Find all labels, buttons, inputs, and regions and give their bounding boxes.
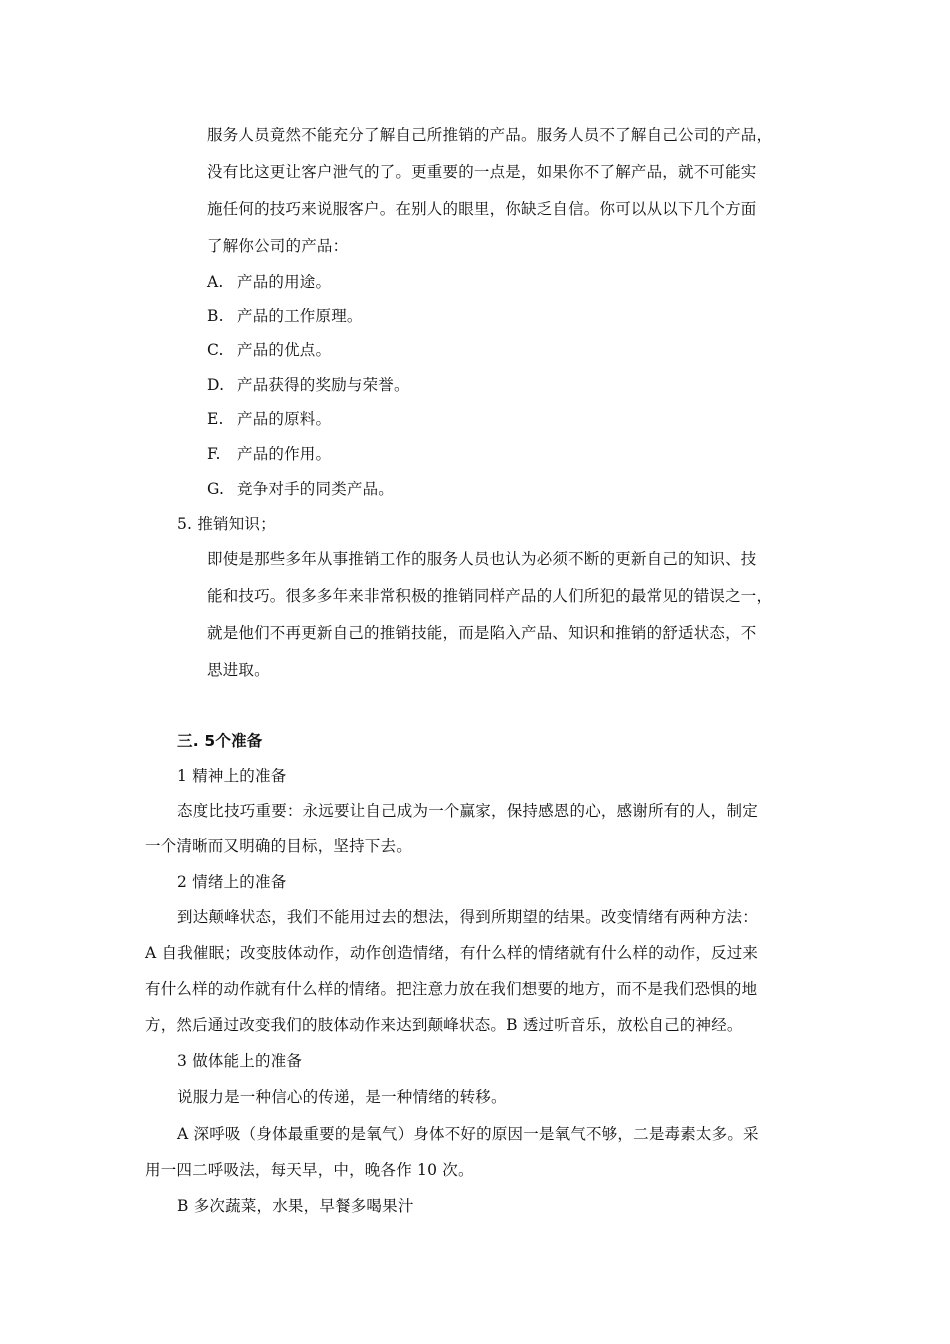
paragraph-line: 没有比这更让客户泄气的了。更重要的一点是，如果你不了解产品，就不可能实	[207, 163, 757, 181]
list-item	[207, 375, 410, 395]
list-item-text: 产品的优点。	[237, 341, 332, 359]
list-item-text: 产品的作用。	[237, 445, 332, 463]
list-item-label: A.	[207, 273, 224, 291]
paragraph-line: 一个清晰而又明确的目标，坚持下去。	[145, 837, 412, 855]
section-title: 三. 5个准备	[177, 732, 263, 750]
list-item	[207, 479, 394, 499]
paragraph-line: 即使是那些多年从事推销工作的服务人员也认为必须不断的更新自己的知识、技	[207, 550, 757, 568]
subsection-heading: 3 做体能上的准备	[177, 1052, 303, 1070]
subsection-heading: 1 精神上的准备	[177, 767, 287, 785]
list-item-label: D.	[207, 376, 225, 394]
paragraph-line: 态度比技巧重要：永远要让自己成为一个赢家，保持感恩的心，感谢所有的人，制定	[177, 802, 758, 820]
subsection-heading: 2 情绪上的准备	[177, 873, 287, 891]
paragraph-line: 用一四二呼吸法，每天早，中，晚各作 10 次。	[145, 1161, 474, 1179]
list-item-label: E.	[207, 410, 224, 428]
list-item-text: 产品获得的奖励与荣誉。	[237, 376, 410, 394]
list-item	[207, 306, 363, 326]
list-item-label: C.	[207, 341, 224, 359]
paragraph-line: 到达颠峰状态，我们不能用过去的想法，得到所期望的结果。改变情绪有两种方法：	[177, 908, 758, 926]
paragraph-line: 有什么样的动作就有什么样的情绪。把注意力放在我们想要的地方，而不是我们恐惧的地	[145, 980, 758, 998]
paragraph-line: A 自我催眠；改变肢体动作，动作创造情绪，有什么样的情绪就有什么样的动作，反过来	[145, 944, 759, 962]
paragraph-line: A 深呼吸（身体最重要的是氧气）身体不好的原因一是氧气不够，二是毒素太多。采	[177, 1125, 759, 1143]
paragraph-line: B 多次蔬菜，水果，早餐多喝果汁	[177, 1197, 414, 1215]
list-item-label: G.	[207, 480, 225, 498]
list-item-text: 产品的工作原理。	[237, 307, 363, 325]
list-item	[207, 409, 331, 429]
list-item	[207, 444, 331, 464]
list-item-text: 产品的原料。	[237, 410, 332, 428]
paragraph-line: 方，然后通过改变我们的肢体动作来达到颠峰状态。B 透过听音乐，放松自己的神经。	[145, 1016, 743, 1034]
list-item-text: 产品的用途。	[237, 273, 332, 291]
list-item	[207, 340, 331, 360]
paragraph-line: 施任何的技巧来说服客户。在别人的眼里，你缺乏自信。你可以从以下几个方面	[207, 200, 757, 218]
paragraph-line: 能和技巧。很多多年来非常积极的推销同样产品的人们所犯的最常见的错误之一，	[207, 587, 773, 605]
list-item-text: 竞争对手的同类产品。	[237, 480, 395, 498]
paragraph-line: 服务人员竟然不能充分了解自己所推销的产品。服务人员不了解自己公司的产品，	[207, 126, 773, 144]
paragraph-line: 了解你公司的产品：	[207, 237, 349, 255]
point-heading: 5. 推销知识；	[177, 515, 276, 533]
paragraph-line: 思进取。	[207, 661, 270, 679]
list-item	[207, 272, 331, 292]
list-item-label: B.	[207, 307, 224, 325]
paragraph-line: 就是他们不再更新自己的推销技能，而是陷入产品、知识和推销的舒适状态，不	[207, 624, 757, 642]
paragraph-line: 说服力是一种信心的传递，是一种情绪的转移。	[177, 1088, 507, 1106]
list-item-label: F.	[207, 445, 221, 463]
